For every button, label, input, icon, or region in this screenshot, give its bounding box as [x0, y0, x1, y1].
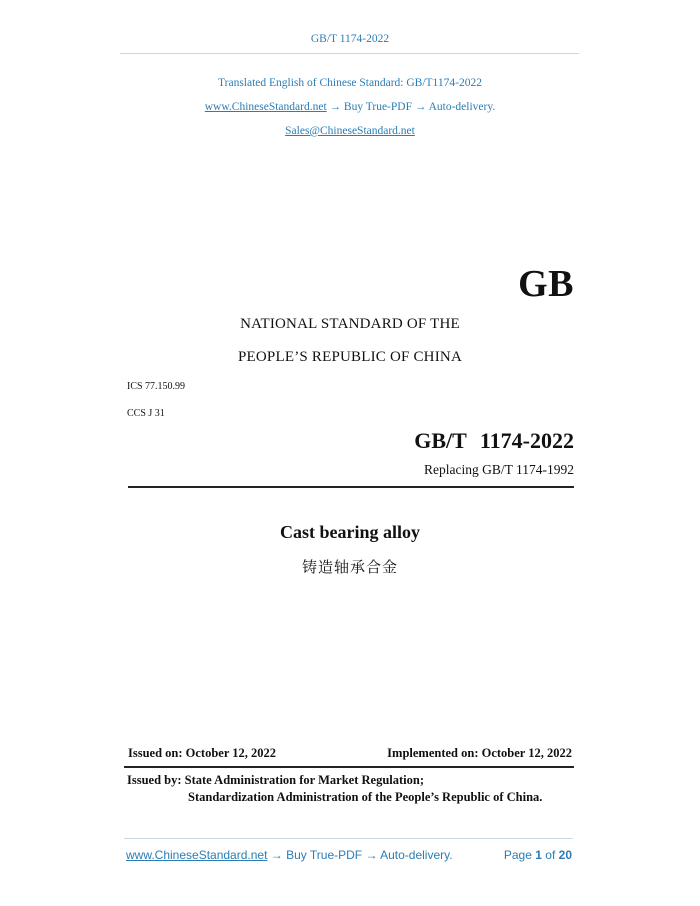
page-label: Page: [503, 848, 532, 862]
standard-number: GB/T 1174-2022: [414, 428, 574, 453]
document-title-chinese: 铸造轴承合金: [301, 558, 398, 576]
issued-by-line-2: Standardization Administration of the People’s Republic of China.: [188, 790, 543, 804]
promo-line-1: Translated English of Chinese Standard: GB/T1174-2022: [218, 77, 482, 89]
promo-line-3: [0, 125, 700, 137]
page-number: 1: [535, 848, 542, 862]
footer-promo-rest: → Buy True-PDF → Auto-delivery.: [267, 848, 453, 862]
national-standard-line-2: PEOPLE’S REPUBLIC OF CHINA: [238, 349, 462, 365]
promo-line-2: [0, 101, 700, 113]
footer-promo: [126, 848, 453, 862]
page-indicator: [504, 848, 572, 862]
issue-divider: [124, 766, 574, 768]
implemented-on-date: Implemented on: October 12, 2022: [387, 746, 572, 760]
ccs-code: CCS J 31: [127, 408, 165, 419]
title-divider: [128, 486, 574, 488]
running-header: GB/T 1174-2022: [310, 33, 390, 45]
national-standard-line-1: NATIONAL STANDARD OF THE: [240, 316, 460, 332]
footer-divider: [124, 838, 573, 839]
header-divider: [120, 53, 579, 54]
issued-on-date: Issued on: October 12, 2022: [128, 746, 277, 760]
document-title-english: Cast bearing alloy: [279, 522, 420, 542]
issued-by-block: [127, 772, 542, 806]
of-label: of: [545, 848, 556, 862]
promo-line-2-rest: → Buy True-PDF → Auto-delivery.: [326, 101, 496, 113]
replacing-note: Replacing GB/T 1174-1992: [424, 462, 574, 477]
issued-by-line-1: Issued by: State Administration for Market Regulation;: [127, 773, 424, 787]
page-total: 20: [558, 848, 572, 862]
footer-website-link[interactable]: www.ChineseStandard.net: [126, 848, 268, 862]
website-link[interactable]: www.ChineseStandard.net: [204, 101, 327, 113]
sales-email-link[interactable]: Sales@ChineseStandard.net: [285, 125, 415, 137]
ics-code: ICS 77.150.99: [127, 381, 186, 392]
gb-mark: GB: [518, 263, 574, 305]
